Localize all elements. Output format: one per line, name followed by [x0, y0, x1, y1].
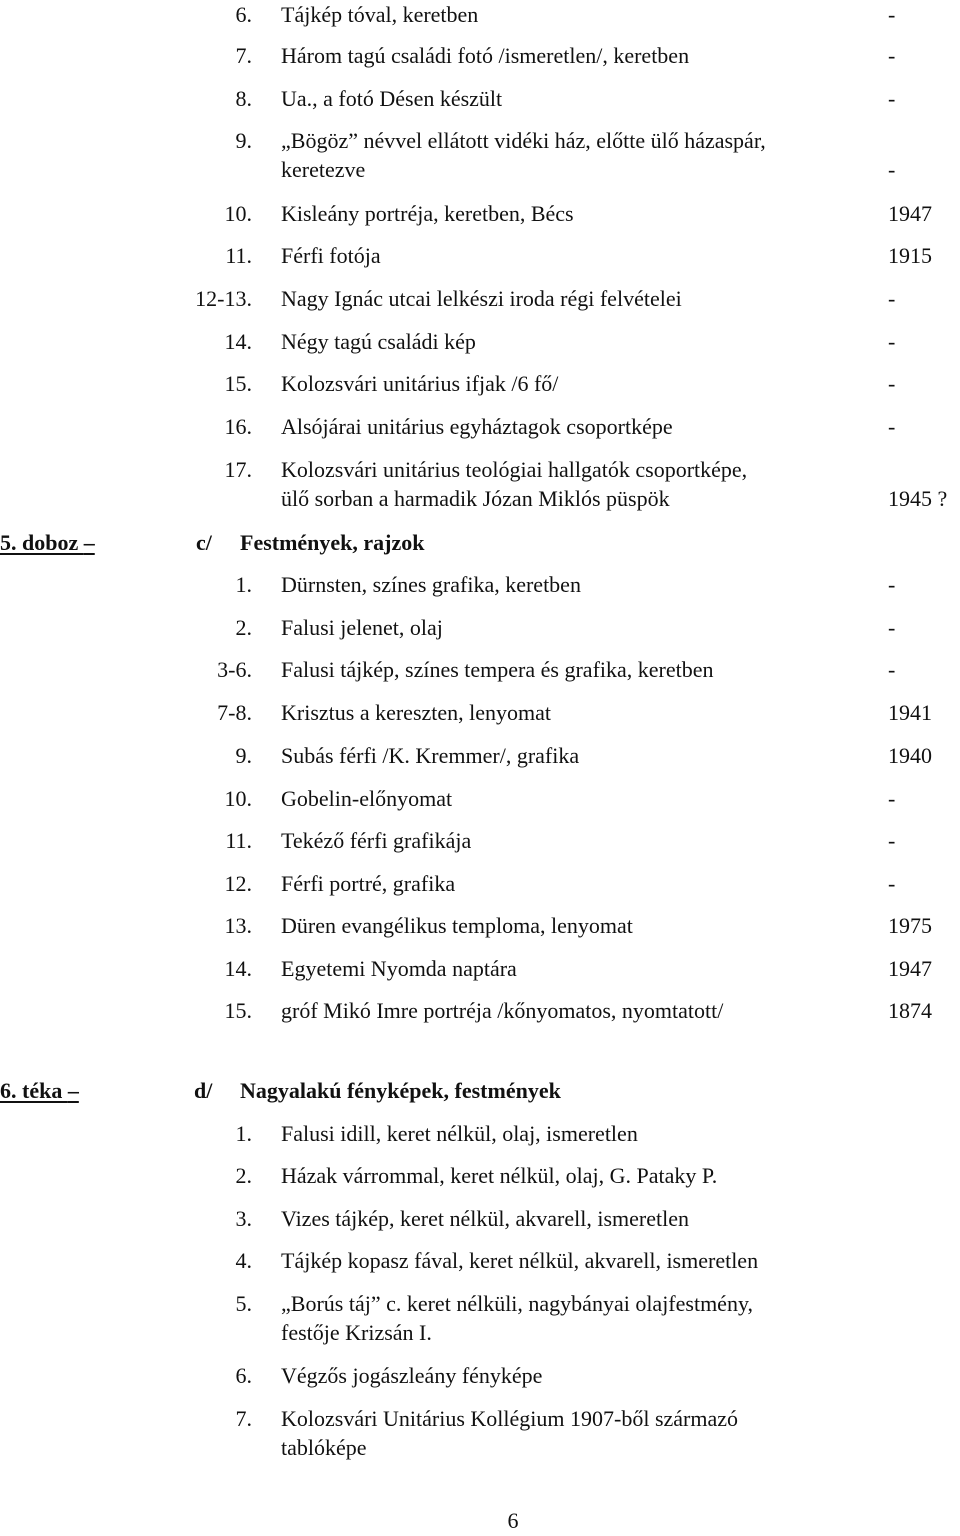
item-year: -	[888, 657, 896, 682]
item-number: 13.	[224, 913, 252, 938]
item-description: tablóképe	[281, 1435, 367, 1460]
item-number: 2.	[235, 615, 252, 640]
item-year: 1947	[888, 956, 932, 981]
item-number: 15.	[224, 371, 252, 396]
item-year: -	[888, 329, 896, 354]
item-description: Férfi fotója	[281, 243, 381, 268]
item-number: 7.	[235, 43, 252, 68]
item-description: Alsójárai unitárius egyháztagok csoportképe	[281, 414, 673, 439]
section-box-label	[0, 1076, 79, 1106]
item-description: „Borús táj” c. keret nélküli, nagybányai olajfestmény,	[281, 1291, 754, 1316]
section-letter: c/	[196, 530, 212, 555]
item-description: „Bögöz” névvel ellátott vidéki ház, előtte ülő házaspár,	[281, 128, 766, 153]
item-description: Nagy Ignác utcai lelkészi iroda régi felvételei	[281, 286, 682, 311]
item-number: 7-8.	[217, 700, 252, 725]
item-description: Falusi tájkép, színes tempera és grafika, keretben	[281, 657, 714, 682]
item-number: 11.	[225, 828, 252, 853]
item-description: keretezve	[281, 157, 366, 182]
item-year: -	[888, 86, 896, 111]
item-year: -	[888, 157, 896, 182]
item-number: 1.	[235, 572, 252, 597]
item-number: 2.	[235, 1163, 252, 1188]
item-year: -	[888, 371, 896, 396]
item-description: festője Krizsán I.	[281, 1320, 432, 1345]
item-number: 17.	[224, 457, 252, 482]
item-year: 1945 ?	[888, 486, 948, 511]
item-description: Düren evangélikus temploma, lenyomat	[281, 913, 633, 938]
item-number: 7.	[235, 1406, 252, 1431]
item-description: Dürnsten, színes grafika, keretben	[281, 572, 581, 597]
item-description: Egyetemi Nyomda naptára	[281, 956, 517, 981]
page-number: 6	[507, 1508, 519, 1533]
section-box-label	[0, 528, 95, 558]
item-description: Krisztus a kereszten, lenyomat	[281, 700, 552, 725]
item-number: 1.	[235, 1121, 252, 1146]
item-description: Kisleány portréja, keretben, Bécs	[281, 201, 574, 226]
item-number: 4.	[235, 1248, 252, 1273]
section-title: Festmények, rajzok	[240, 530, 425, 555]
item-number: 14.	[224, 956, 252, 981]
item-description: Három tagú családi fotó /ismeretlen/, keretben	[281, 43, 690, 68]
item-year: -	[888, 414, 896, 439]
item-year: -	[888, 871, 896, 896]
item-description: Falusi jelenet, olaj	[281, 615, 443, 640]
item-number: 3.	[235, 1206, 252, 1231]
section-box-dash: –	[67, 1078, 79, 1103]
item-description: Gobelin-előnyomat	[281, 786, 453, 811]
item-number: 12-13.	[195, 286, 252, 311]
item-description: gróf Mikó Imre portréja /kőnyomatos, nyomtatott/	[281, 998, 724, 1023]
item-year: 1940	[888, 743, 932, 768]
item-number: 10.	[224, 201, 252, 226]
item-number: 10.	[224, 786, 252, 811]
item-description: Kolozsvári unitárius teológiai hallgatók csoportképe,	[281, 457, 748, 482]
section-title: Nagyalakú fényképek, festmények	[240, 1078, 561, 1103]
item-year: 1975	[888, 913, 932, 938]
item-description: Ua., a fotó Désen készült	[281, 86, 503, 111]
item-description: Falusi idill, keret nélkül, olaj, ismeretlen	[281, 1121, 638, 1146]
item-number: 14.	[224, 329, 252, 354]
item-description: Férfi portré, grafika	[281, 871, 456, 896]
section-box-name: 6. téka	[0, 1078, 68, 1103]
item-number: 16.	[224, 414, 252, 439]
section-box-dash: –	[83, 530, 95, 555]
item-number: 6.	[235, 2, 252, 27]
item-year: 1941	[888, 700, 932, 725]
item-description: Tájkép kopasz fával, keret nélkül, akvarell, ismeretlen	[281, 1248, 759, 1273]
item-number: 9.	[235, 743, 252, 768]
item-description: Végzős jogászleány fényképe	[281, 1363, 543, 1388]
item-number: 6.	[235, 1363, 252, 1388]
item-number: 11.	[225, 243, 252, 268]
item-year: 1874	[888, 998, 932, 1023]
item-number: 9.	[235, 128, 252, 153]
section-box-name: 5. doboz	[0, 530, 84, 555]
item-description: Vizes tájkép, keret nélkül, akvarell, ismeretlen	[281, 1206, 689, 1231]
item-year: 1915	[888, 243, 932, 268]
item-year: 1947	[888, 201, 932, 226]
item-number: 3-6.	[217, 657, 252, 682]
item-number: 12.	[224, 871, 252, 896]
item-description: Subás férfi /K. Kremmer/, grafika	[281, 743, 580, 768]
item-year: -	[888, 615, 896, 640]
item-year: -	[888, 572, 896, 597]
item-description: Kolozsvári Unitárius Kollégium 1907-ből származó	[281, 1406, 739, 1431]
item-year: -	[888, 43, 896, 68]
section-letter: d/	[194, 1078, 213, 1103]
item-year: -	[888, 2, 896, 27]
item-description: Tekéző férfi grafikája	[281, 828, 472, 853]
item-year: -	[888, 828, 896, 853]
item-number: 8.	[235, 86, 252, 111]
item-description: Tájkép tóval, keretben	[281, 2, 479, 27]
item-description: ülő sorban a harmadik Józan Miklós püspök	[281, 486, 670, 511]
item-year: -	[888, 786, 896, 811]
item-description: Kolozsvári unitárius ifjak /6 fő/	[281, 371, 559, 396]
item-description: Házak várrommal, keret nélkül, olaj, G. Pataky P.	[281, 1163, 718, 1188]
item-number: 15.	[224, 998, 252, 1023]
item-number: 5.	[235, 1291, 252, 1316]
item-description: Négy tagú családi kép	[281, 329, 476, 354]
item-year: -	[888, 286, 896, 311]
